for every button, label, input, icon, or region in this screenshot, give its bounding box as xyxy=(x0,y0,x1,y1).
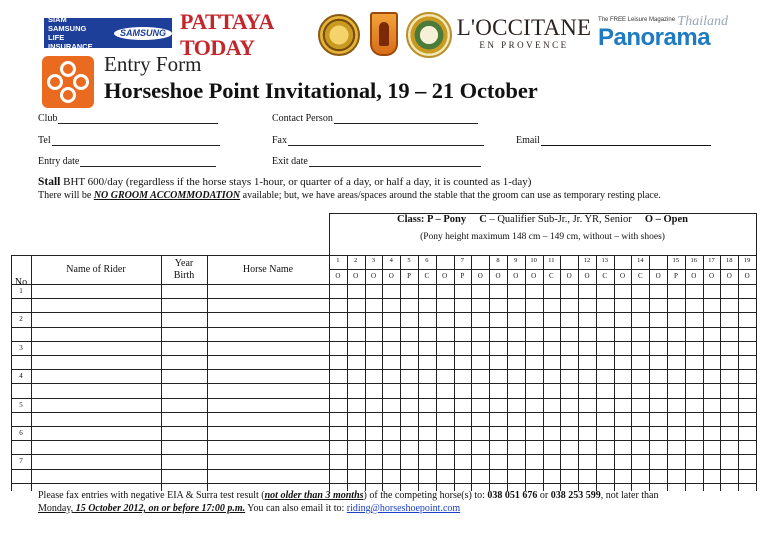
class-letter-cell: P xyxy=(407,272,411,280)
tel-label: Tel xyxy=(38,135,51,146)
class-letter-cell: C xyxy=(638,272,643,280)
grid-vline xyxy=(543,255,544,491)
loccitane-logo xyxy=(458,14,590,52)
deadline-date: 15 October 2012, on or before 17:00 p.m. xyxy=(73,503,246,514)
class-number-cell: 12 xyxy=(583,257,591,264)
panorama-wordmark: Panorama xyxy=(598,24,711,51)
loccitane-subtitle: EN PROVENCE xyxy=(479,39,569,50)
footer-p2: You can also email it to: xyxy=(245,503,347,514)
entry-row-number: 7 xyxy=(19,457,23,466)
grid-hline xyxy=(11,469,756,470)
class-letter-cell: O xyxy=(620,272,626,280)
grid-vline xyxy=(207,255,208,491)
siam-line-2: LIFE INSURANCE xyxy=(48,33,93,51)
class-number-cell: 18 xyxy=(726,257,733,264)
grid-vline xyxy=(703,255,704,491)
class-letter-cell: O xyxy=(566,272,572,280)
horseshoe-point-logo-icon xyxy=(42,56,94,108)
entry-row-number: 1 xyxy=(19,287,23,295)
contact-email-link[interactable]: riding@horseshoepoint.com xyxy=(346,503,461,514)
grid-vline xyxy=(738,255,739,491)
siam-samsung-logo xyxy=(44,15,172,51)
grid-vline xyxy=(507,255,508,491)
panorama-tagline: The FREE Leisure Magazine xyxy=(598,17,676,23)
grid-vline xyxy=(756,213,757,491)
fax-number-2: 038 253 599 xyxy=(550,490,601,501)
grid-hline xyxy=(11,398,756,399)
class-letter-cell: P xyxy=(460,272,465,280)
class-number-cell: 16 xyxy=(690,257,697,264)
grid-vline xyxy=(667,255,668,491)
grid-hline xyxy=(11,355,756,356)
class-number-cell: 15 xyxy=(672,257,680,264)
grid-vline xyxy=(525,255,526,491)
grid-vline xyxy=(161,255,162,491)
class-number-cell: 4 xyxy=(389,257,393,264)
class-legend xyxy=(329,214,756,225)
class-label: Class: xyxy=(396,214,425,225)
royal-seal-icon xyxy=(318,14,360,56)
class-letter-cell: O xyxy=(531,272,537,280)
class-letter-cell: P xyxy=(673,272,678,280)
col-year-line2: Birth xyxy=(173,269,195,281)
class-number-cell: 2 xyxy=(354,257,358,264)
grid-hline xyxy=(11,312,756,313)
fax-label: Fax xyxy=(272,135,287,146)
page-title: Horseshoe Point Invitational, 19 – 21 October xyxy=(104,78,538,103)
deadline-day: Monday, xyxy=(38,503,74,514)
class-number-cell: 19 xyxy=(743,257,751,264)
col-rider-header: Name of Rider xyxy=(66,263,126,275)
stall-label: Stall xyxy=(38,176,61,188)
entry-date-field[interactable] xyxy=(38,156,216,167)
no-groom-accommodation: NO GROOM ACCOMMODATION xyxy=(93,190,241,201)
footer-p1: Please fax entries with negative EIA & Surra test result ( xyxy=(38,490,265,501)
grid-vline xyxy=(400,255,401,491)
grid-vline xyxy=(436,255,437,491)
entry-table xyxy=(11,213,756,491)
pattaya-today-logo: PATTAYA TODAY xyxy=(180,9,273,60)
grid-vline xyxy=(614,255,615,491)
exit-date-field[interactable] xyxy=(272,156,481,167)
class-letter-cell: C xyxy=(602,272,608,280)
form-label: Entry Form xyxy=(104,52,202,76)
email-field[interactable] xyxy=(516,135,711,146)
class-letter-cell: O xyxy=(477,272,483,280)
class-letter-cell: O xyxy=(655,272,661,280)
col-no-header: No xyxy=(14,277,28,288)
grid-hline xyxy=(11,284,756,285)
deadline-line xyxy=(38,503,460,514)
fax-instructions xyxy=(38,490,659,501)
grid-vline xyxy=(471,255,472,491)
grid-vline xyxy=(560,255,561,491)
class-o: O – Open xyxy=(644,214,689,225)
stall-note xyxy=(38,176,531,188)
samsung-wordmark: SAMSUNG xyxy=(114,27,172,40)
tel-field[interactable] xyxy=(38,135,220,146)
class-letter-cell: C xyxy=(549,272,554,280)
grid-vline xyxy=(418,255,419,491)
class-letter-cell: O xyxy=(584,272,590,280)
grid-vline xyxy=(347,255,348,491)
class-letter-cell: O xyxy=(708,272,715,280)
class-number-cell: 7 xyxy=(460,257,465,264)
grid-vline xyxy=(685,255,686,491)
grid-hline xyxy=(11,483,756,484)
class-letter-cell: O xyxy=(744,272,750,280)
thailand-panorama-logo xyxy=(598,14,734,54)
pony-height-note: (Pony height maximum 148 cm – 149 cm, without – with shoes) xyxy=(420,232,665,242)
grid-vline xyxy=(454,255,455,491)
class-number-cell: 1 xyxy=(336,257,340,264)
class-letter-cell: O xyxy=(335,272,341,280)
footer-test-age: not older than 3 months xyxy=(264,490,364,501)
entry-row-number: 3 xyxy=(19,343,23,352)
club-label: Club xyxy=(38,113,58,124)
col-horse-header: Horse Name xyxy=(242,263,294,275)
entry-row-number: 6 xyxy=(19,429,23,437)
footer-or: or xyxy=(537,490,551,501)
col-year-header xyxy=(161,255,207,284)
entry-row-number: 5 xyxy=(19,400,23,409)
grid-vline xyxy=(649,255,650,491)
class-c-text: – Qualifier Sub-Jr., Jr. YR, Senior xyxy=(489,214,632,225)
entry-row-number: 2 xyxy=(19,315,23,324)
grid-hline xyxy=(11,369,756,370)
class-letter-cell: O xyxy=(388,272,394,280)
grid-vline xyxy=(31,255,32,491)
loccitane-wordmark: L'OCCITANE xyxy=(456,14,592,40)
grid-hline xyxy=(11,440,756,441)
class-letter-cell: O xyxy=(442,272,448,280)
grid-vline xyxy=(596,255,597,491)
grid-hline xyxy=(11,255,756,256)
grid-hline xyxy=(11,454,756,455)
class-number-cell: 10 xyxy=(530,257,537,264)
class-letter-cell: O xyxy=(726,272,732,280)
grid-hline xyxy=(11,341,756,342)
class-letter-cell: O xyxy=(353,272,359,280)
grid-vline xyxy=(720,255,721,491)
grid-hline xyxy=(11,327,756,328)
grid-hline xyxy=(11,383,756,384)
footer-p1-mid: ) of the competing horse(s) to: xyxy=(363,490,488,501)
class-number-cell: 13 xyxy=(601,257,609,264)
grid-vline xyxy=(382,255,383,491)
fax-number-1: 038 051 676 xyxy=(487,490,538,501)
class-number-cell: 5 xyxy=(407,257,411,264)
class-letter-cell: O xyxy=(370,272,376,280)
groom-post: available; but, we have areas/spaces around the stable that the groom can use as temporary resting place. xyxy=(240,190,661,201)
entry-row-number: 4 xyxy=(19,372,23,381)
class-letter-cell: O xyxy=(691,272,697,280)
email-label: Email xyxy=(516,135,540,146)
stall-text: BHT 600/day (regardless if the horse stays 1-hour, or quarter of a day, or half a day, it is counted as 1-day) xyxy=(63,176,532,188)
entry-date-label: Entry date xyxy=(38,156,80,167)
class-number-cell: 3 xyxy=(371,257,376,264)
class-number-cell: 17 xyxy=(708,257,715,264)
grid-hline xyxy=(11,426,756,427)
contact-person-field[interactable] xyxy=(272,113,478,124)
exit-date-label: Exit date xyxy=(272,156,308,167)
class-letter-cell: C xyxy=(424,272,430,280)
class-number-cell: 8 xyxy=(496,257,500,264)
grid-hline xyxy=(329,269,756,270)
footer-p1-end: , not later than xyxy=(600,490,659,501)
contact-person-label: Contact Person xyxy=(272,113,333,124)
class-number-cell: 14 xyxy=(637,257,644,264)
grid-vline xyxy=(578,255,579,491)
grid-vline xyxy=(489,255,490,491)
col-year-line1: Year xyxy=(174,257,194,269)
class-number-cell: 9 xyxy=(514,257,518,264)
club-field[interactable] xyxy=(38,113,218,124)
grid-hline xyxy=(329,213,756,214)
class-c-letter: C xyxy=(479,214,487,225)
grid-hline xyxy=(11,412,756,413)
panorama-thailand: Thailand xyxy=(677,14,728,29)
fax-field[interactable] xyxy=(272,135,484,146)
grid-vline xyxy=(365,255,366,491)
groom-note xyxy=(38,190,661,201)
class-p: P – Pony xyxy=(427,214,467,225)
siam-line-1: SIAM SAMSUNG xyxy=(48,15,87,33)
class-number-cell: 11 xyxy=(548,257,555,264)
grid-hline xyxy=(11,298,756,299)
class-letter-cell: O xyxy=(513,272,519,280)
association-seal-icon xyxy=(406,12,452,58)
class-letter-cell: O xyxy=(495,272,501,280)
grid-vline xyxy=(631,255,632,491)
crest-emblem-icon xyxy=(370,12,398,56)
groom-pre: There will be xyxy=(38,190,94,201)
class-number-cell: 6 xyxy=(425,257,429,264)
